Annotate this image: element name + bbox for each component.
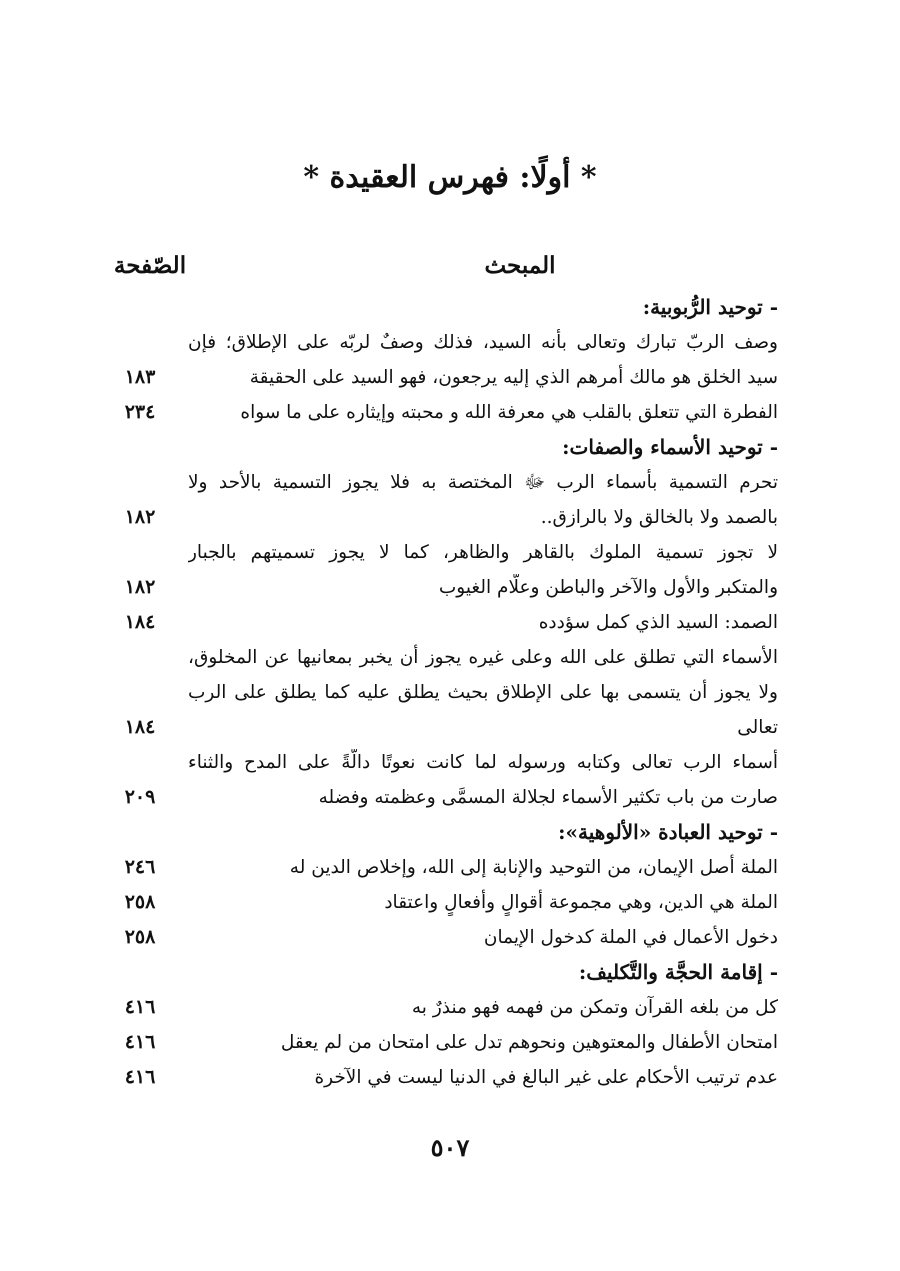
entry-text: كل من بلغه القرآن وتمكن من فهمه فهو منذرٌ به bbox=[411, 997, 778, 1018]
entry-page: ٢٣٤ bbox=[124, 401, 156, 423]
column-header-topic: المبحث bbox=[484, 252, 556, 279]
index-row bbox=[0, 465, 900, 500]
index-row bbox=[0, 920, 900, 955]
entry-text: ولا يجوز أن يتسمى بها على الإطلاق بحيث يطلق عليه كما يطلق على الرب bbox=[188, 682, 778, 703]
index-row bbox=[0, 850, 900, 885]
entry-text: الصمد: السيد الذي كمل سؤدده bbox=[538, 612, 778, 633]
entry-text: امتحان الأطفال والمعتوهين ونحوهم تدل على امتحان من لم يعقل bbox=[280, 1032, 778, 1053]
index-row bbox=[0, 605, 900, 640]
entry-text: - توحيد الأسماء والصفات: bbox=[562, 435, 778, 459]
index-row bbox=[0, 955, 900, 990]
entry-text: بالصمد ولا بالخالق ولا بالرازق.. bbox=[540, 507, 778, 528]
entry-text: وصف الربّ تبارك وتعالى بأنه السيد، فذلك وصفٌ لربّه على الإطلاق؛ فإن bbox=[188, 332, 778, 353]
index-row bbox=[0, 675, 900, 710]
index-row bbox=[0, 325, 900, 360]
entry-text: والمتكبر والأول والآخر والباطن وعلّام الغيوب bbox=[438, 577, 778, 598]
index-row bbox=[0, 1060, 900, 1095]
entry-text: - توحيد الرُّبوبية: bbox=[642, 295, 778, 319]
index-row bbox=[0, 500, 900, 535]
entry-page: ٢٤٦ bbox=[124, 856, 156, 878]
entry-text: أسماء الرب تعالى وكتابه ورسوله لما كانت نعوتًا دالّةً على المدح والثناء bbox=[188, 752, 778, 773]
index-row bbox=[0, 360, 900, 395]
index-row bbox=[0, 1025, 900, 1060]
column-header-page: الصّفحة bbox=[113, 252, 187, 279]
entry-page: ١٨٢ bbox=[124, 576, 156, 598]
index-row bbox=[0, 570, 900, 605]
entry-page: ٢٥٨ bbox=[124, 891, 156, 913]
entry-page: ٢٠٩ bbox=[124, 786, 156, 808]
entry-page: ١٨٣ bbox=[124, 366, 156, 388]
entry-text: تعالى bbox=[737, 717, 778, 738]
index-row bbox=[0, 395, 900, 430]
index-row bbox=[0, 745, 900, 780]
entry-page: ٤١٦ bbox=[124, 1031, 156, 1053]
index-row bbox=[0, 640, 900, 675]
entry-text: عدم ترتيب الأحكام على غير البالغ في الدنيا ليست في الآخرة bbox=[314, 1067, 778, 1088]
entry-text: صارت من باب تكثير الأسماء لجلالة المسمَّى وعظمته وفضله bbox=[318, 787, 778, 808]
index-row bbox=[0, 535, 900, 570]
index-row bbox=[0, 885, 900, 920]
entry-page: ٤١٦ bbox=[124, 1066, 156, 1088]
entry-text: - توحيد العبادة «الألوهية»: bbox=[558, 820, 778, 844]
entry-page: ١٨٢ bbox=[124, 506, 156, 528]
entry-text: لا تجوز تسمية الملوك بالقاهر والظاهر، كما لا يجوز تسميتهم بالجبار bbox=[188, 542, 778, 563]
entry-page: ١٨٤ bbox=[124, 611, 156, 633]
index-entries bbox=[0, 290, 900, 1095]
entry-text: الأسماء التي تطلق على الله وعلى غيره يجوز أن يخبر بمعانيها عن المخلوق، bbox=[188, 647, 778, 668]
index-row bbox=[0, 815, 900, 850]
index-row bbox=[0, 710, 900, 745]
entry-page: ١٨٤ bbox=[124, 716, 156, 738]
index-row bbox=[0, 780, 900, 815]
entry-text: الملة هي الدين، وهي مجموعة أقوالٍ وأفعالٍ واعتقاد bbox=[384, 892, 778, 913]
entry-text: سيد الخلق هو مالك أمرهم الذي إليه يرجعون، فهو السيد على الحقيقة bbox=[249, 367, 778, 388]
index-row bbox=[0, 990, 900, 1025]
page-number: ٥٠٧ bbox=[430, 1133, 470, 1162]
entry-text: - إقامة الحجَّة والتَّكليف: bbox=[578, 960, 778, 984]
entry-page: ٤١٦ bbox=[124, 996, 156, 1018]
entry-page: ٢٥٨ bbox=[124, 926, 156, 948]
entry-text: دخول الأعمال في الملة كدخول الإيمان bbox=[483, 927, 778, 948]
entry-text: الفطرة التي تتعلق بالقلب هي معرفة الله و محبته وإيثاره على ما سواه bbox=[240, 402, 778, 423]
index-row bbox=[0, 290, 900, 325]
index-row bbox=[0, 430, 900, 465]
entry-text: تحرم التسمية بأسماء الرب ﷻ المختصة به فلا يجوز التسمية بالأحد ولا bbox=[188, 472, 778, 493]
page-title: * أولًا: فهرس العقيدة * bbox=[303, 160, 597, 195]
entry-text: الملة أصل الإيمان، من التوحيد والإنابة إلى الله، وإخلاص الدين له bbox=[289, 857, 778, 878]
